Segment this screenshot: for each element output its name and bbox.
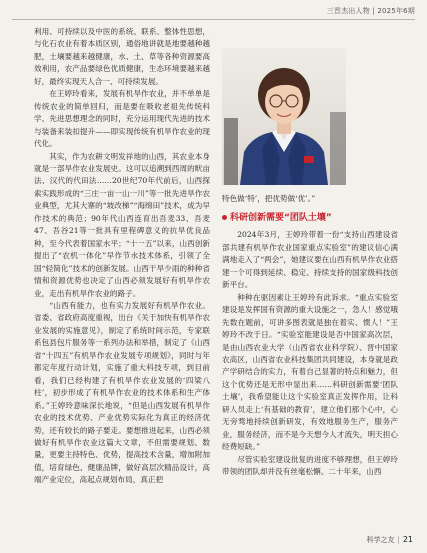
left-paragraph-4: “山西有能力，也有实力发展好有机旱作农业。省委、省政府高度重视，出台《关于加快有机旱作农业发展的实施意见》，制定了系统时间示范，专家联系包县包片服务等一系列办法和举措，制定了《山西省“十四五”有机旱作农业发展专项规划》，同时与年都定年度行动计划，实施了重大科技专项，到目前看，我们已经构建了有机旱作农业发展的‘四梁八柱’，初步形成了有机旱作农业的技术体系和生产体系。”王婷玲意味深长地说，“但是山西发展有机旱作农业的技术优势、产业优势实际化为真正的经济优势，还有较长的路子要走。要想推进起来，山西必须做好有机旱作农业这篇大文章，不但需要规划、数量，更要主持特色、优势，提高技术含量，增加附加值，培育绿色、健康品牌，做好高层次精品设计，高端产业定位，高起点规划布局，真正把	[34, 300, 210, 485]
left-paragraph-1: 利用、可持续以及中医的系统、联系、整体性思想，与化石农业有着本质区别，通俗地讲就是地要越种越肥，土壤要越来越健康，水、土、草等各种资源要高效利用，农产品要绿色优质健康，生态环境要越来越好，最终实现天人合一、可持续发展。	[34, 27, 210, 86]
running-header: 三晋杰出人物 | 2025年6期	[326, 7, 415, 15]
left-text-column	[34, 26, 210, 524]
heading-bullet-icon	[222, 215, 227, 220]
footer-section-name: 科学之友	[366, 536, 395, 544]
section-heading	[222, 212, 398, 224]
right-text-column	[222, 193, 398, 528]
portrait-illustration	[222, 48, 346, 185]
left-paragraph-2: 在王婷玲看来，发展有机旱作农业，并不单单是传统农业的简单回归，而是要在吸收老祖先传统科学、先进思想理念的同时，充分运用现代先进的技术与装备来装扣提升——即实现传统有机旱作农业的现代化。	[34, 89, 210, 149]
right-paragraph-1: 2024年3月，王婷玲带着一份“支持山西建设省部共建有机旱作农业国家重点实验室”的建议信心满满地走入了“两会”，她建议要在山西有机旱作农业搭建一个可得到延续、稳定、持续支持的国家级科技创新平台。	[222, 230, 398, 290]
section-heading-text: 科研创新需要“团队土壤”	[230, 213, 332, 224]
right-continuation: 特色做‘特’，把优势做‘优’。”	[222, 194, 316, 203]
right-paragraph-3: 尽管实验室建设批复的进度不够理想，但王婷玲带领的团队却并没有丝毫松懈。二十年来，山西	[222, 454, 398, 477]
page-number: 21	[402, 535, 413, 544]
left-paragraph-3: 其实，作为农耕文明发祥地的山西，其农业本身就是一部旱作农业发展史。这可以追溯到西周的畎亩法、汉代的代田法……20世纪70年代前后，山西探索实践形成的“三庄一亩一山一川”等一批先进旱作农业典型，尤其大寨的“坡改梯”“海绵田”技术，成为早作技术的典范；90年代山西连育出吾麦33、吾麦47、吾谷21等一批具有里程碑意义的抗旱优良品种，至今代表着国家水平；“十一五”以来，山西创新提出了“农机一体化”早作节水技术体系，引领了全国“轻简化”技术的创新发展。山西干旱少雨的种种省情和资源优势也决定了山西必须发展好有机旱作农业，走出有机旱作农业的路子。	[34, 151, 210, 298]
footer-separator: |	[397, 536, 400, 544]
right-paragraph-2: 种种在驱因素让王婷玲有此诉求。“重点实验室建设是发挥国有资源的重大设施之一，急人！感觉哦先数在题前，可讲多图表就是独在着实、惯人！”王婷玲不改于日。“实验室能建设是否中国家高次层，是由山西农业大学（山西省农业科学院）、晋中国家农高区，山西省农业科技集团共同建设，本身就是政产学研结合的实力，有着自己显著的特点和魅力，但这个优势还是无形中显出来……科研创新需要‘团队土壤’，我希望能让这个实验室真正发挥作用，让科研人员走上‘有基础的教育’，建立他们那个心中，心无旁骛地持续创新研发，有效地服务生产，服务产业，服务经济，而不是今天想今人才流失，明天担心经费短缺。”	[222, 292, 398, 452]
header-divider	[12, 19, 415, 20]
portrait-photo	[222, 48, 346, 185]
page-footer	[366, 535, 413, 545]
